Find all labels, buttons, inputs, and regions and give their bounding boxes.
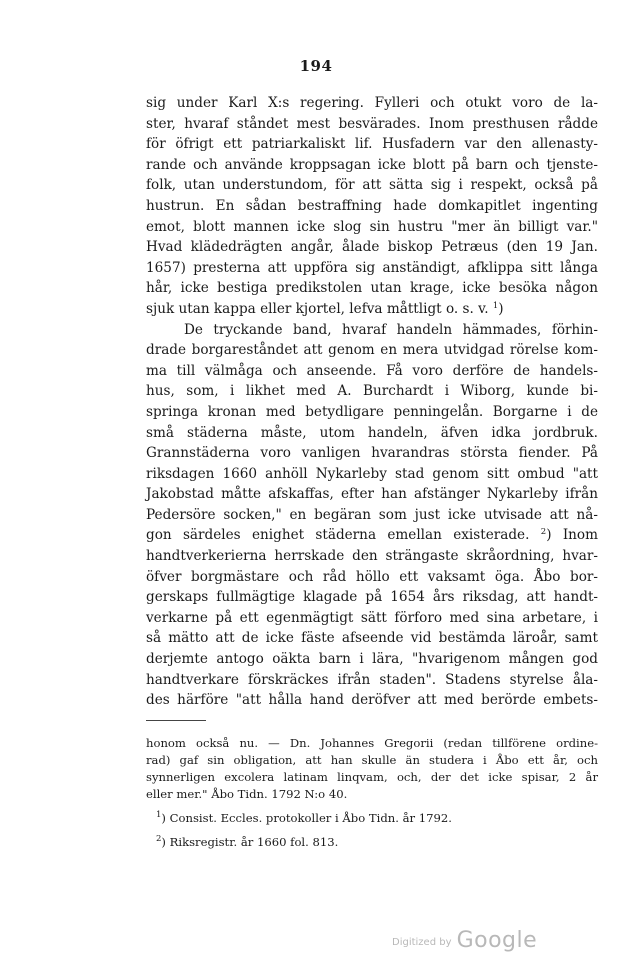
- google-logo: Google: [456, 928, 538, 953]
- text-segment: gon särdeles enighet städerna emellan existerade.: [146, 527, 530, 544]
- footnotes: [146, 735, 598, 851]
- text-line: ma till välmåga och anseende. Få voro derföre de handels-: [146, 362, 598, 379]
- footnote-2: $^2$) Riksregistr. år 1660 fol. 813.: [156, 834, 339, 849]
- text-line: 1657) presterna att uppföra sig anständigt, afklippa sitt långa: [146, 259, 598, 276]
- text-line: Grannstäderna voro vanligen hvarandras största fiender. På: [146, 445, 598, 462]
- text-line: drade borgareståndet att genom en mera utvidgad rörelse kom-: [146, 342, 598, 359]
- watermark-prefix: Digitized by: [392, 937, 452, 948]
- text-line: derjemte antogo oäkta barn i lära, "hvarigenom mången god: [146, 651, 598, 668]
- text-line: Hvad klädedrägten angår, ålade biskop Petræus (den 19 Jan.: [146, 239, 598, 256]
- page-number: 194: [299, 57, 333, 75]
- text-line: hus, som, i likhet med A. Burchardt i Wiborg, kunde bi-: [146, 383, 598, 400]
- footnote-line: rad) gaf sin obligation, att han skulle än studera i Åbo ett år, och: [146, 753, 598, 767]
- text-line: hustrun. En sådan bestraffning hade domkapitlet ingenting: [146, 197, 598, 214]
- text-line: verkarne på ett egenmägtigt sätt förforo med sina arbetare, i: [146, 609, 598, 626]
- footnote-line: eller mer." Åbo Tidn. 1792 N:o 40.: [146, 787, 348, 801]
- text-line: sjuk utan kappa eller kjortel, lefva måttligt o. s. v. $^1$): [146, 300, 504, 317]
- text-line: Pedersöre socken," en begäran som just icke utvisade att nå-: [146, 506, 598, 523]
- text-segment: Inom: [562, 527, 599, 544]
- footnote-divider: [146, 720, 206, 721]
- text-line: små städerna måste, utom handeln, äfven idka jordbruk.: [146, 424, 598, 441]
- text-line: sig under Karl X:s regering. Fylleri och otukt voro de la-: [146, 95, 598, 111]
- text-line: gerskaps fullmägtige klagade på 1654 års riksdag, att handt-: [146, 589, 598, 606]
- text-line: Jakobstad måtte afskaffas, efter han afstänger Nykarleby ifrån: [146, 486, 598, 503]
- footnote-line: synnerligen excolera latinam linqvam, och, der det icke spisar, 2 år: [146, 770, 598, 784]
- text-line: handtverkare förskräckes ifrån staden". Stadens styrelse åla-: [146, 671, 598, 688]
- footnote-marker: 1: [492, 300, 499, 311]
- footnote-marker: 2: [540, 527, 547, 538]
- footnote-text: Riksregistr. år 1660 fol. 813.: [169, 835, 339, 849]
- text-line: folk, utan understundom, för att sätta sig i respekt, också på: [146, 177, 598, 194]
- text-line: handtverkerierna herrskade den strängaste skråordning, hvar-: [146, 548, 598, 565]
- text-line: för öfrigt ett patriarkaliskt lif. Husfadern var den allenasty-: [146, 136, 598, 153]
- text-line: springa kronan med betydligare penningelån. Borgarne i de: [146, 403, 598, 420]
- text-line: öfver borgmästare och råd höllo ett vaksamt öga. Åbo bor-: [146, 568, 598, 585]
- text-line: hår, icke bestiga predikstolen utan krage, icke besöka någon: [146, 280, 598, 297]
- text-line: riksdagen 1660 anhöll Nykarleby stad genom sitt ombud "att: [146, 465, 598, 482]
- text-line: ster, hvaraf ståndet mest besvärades. Inom presthusen rådde: [146, 115, 598, 132]
- text-line: De tryckande band, hvaraf handeln hämmades, förhin-: [184, 321, 598, 338]
- footnote-1: $^1$) Consist. Eccles. protokoller i Åbo Tidn. år 1792.: [156, 810, 452, 825]
- footnote-text: Consist. Eccles. protokoller i Åbo Tidn. år 1792.: [169, 811, 452, 825]
- text-line: des härföre "att hålla hand deröfver att med berörde embets-: [146, 692, 598, 709]
- footnote-marker: 2: [156, 834, 162, 844]
- text-line: emot, blott mannen icke slog sin hustru "mer än billigt var.": [146, 218, 598, 235]
- text-segment: sjuk utan kappa eller kjortel, lefva måttligt o. s. v.: [146, 300, 489, 317]
- text-line: gon särdeles enighet städerna emellan existerade. $^2$) Inom: [146, 527, 599, 544]
- digitized-by-google-watermark: [392, 928, 537, 953]
- body-text: [146, 93, 598, 711]
- footnote-line: honom också nu. — Dn. Johannes Gregorii (redan tillförene ordine-: [146, 736, 598, 750]
- footnote-marker: 1: [156, 810, 162, 820]
- text-line: rande och använde kroppsagan icke blott på barn och tjenste-: [146, 156, 598, 173]
- text-line: så mätto att de icke fäste afseende vid bestämda läroår, samt: [146, 630, 598, 647]
